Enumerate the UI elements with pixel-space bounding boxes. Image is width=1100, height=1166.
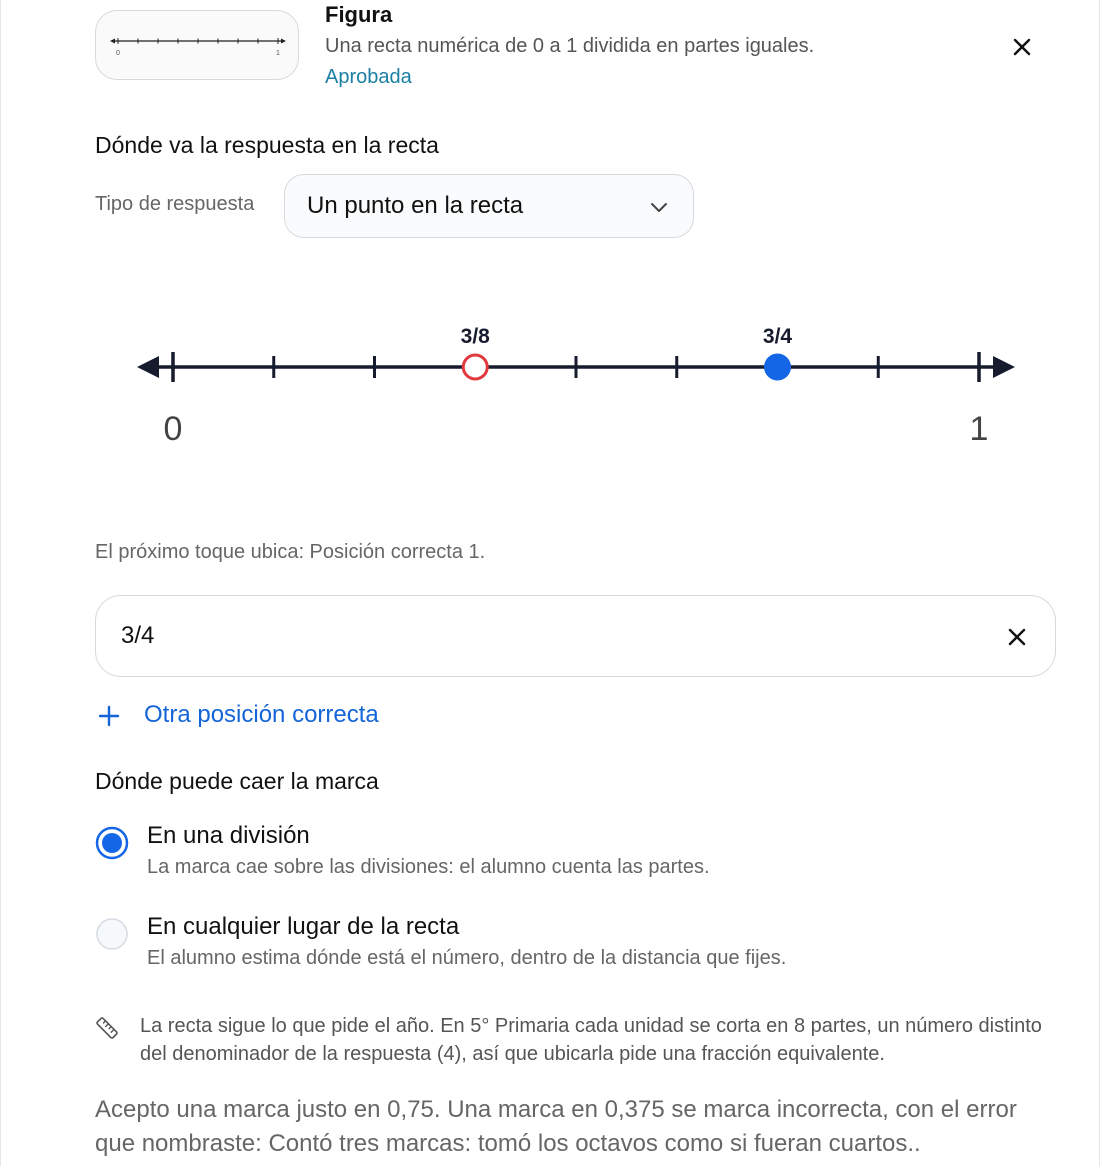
correct-position-input[interactable] (121, 618, 941, 654)
radio-unselected-icon (95, 917, 129, 951)
grade-note-text: La recta sigue lo que pide el año. En 5° Primaria cada unidad se corta en 8 partes, un número distinto del denominador de la respuesta (4), así que ubicarla pide una fracción equivalente. (140, 1015, 1042, 1065)
radio-selected-icon (95, 826, 129, 860)
marker-label: 3/8 (460, 325, 490, 348)
thumb-label-end: 1 (276, 50, 280, 57)
ruler-icon (95, 1016, 119, 1040)
radio-option-title: En cualquier lugar de la recta (147, 913, 460, 940)
mark-section-title: Dónde puede caer la marca (95, 768, 379, 794)
number-line[interactable] (1, 300, 1100, 470)
correct-marker[interactable] (764, 354, 791, 381)
next-tap-info: El próximo toque ubica: Posición correcta 1. (95, 541, 486, 563)
figure-status: Aprobada (325, 66, 412, 88)
figure-description: Una recta numérica de 0 a 1 dividida en partes iguales. (325, 35, 815, 57)
thumb-label-start: 0 (116, 50, 120, 57)
number-line-thumbnail-icon (96, 11, 300, 81)
number-line-start-label: 0 (163, 410, 183, 448)
incorrect-marker[interactable] (463, 355, 487, 379)
acceptance-summary: Acepto una marca justo en 0,75. Una marca en 0,375 se marca incorrecta, con el error que nombraste: Contó tres marcas: tomó los octavos como si fueran cuartos.. (95, 1096, 1017, 1157)
radio-option-subtitle: El alumno estima dónde está el número, dentro de la distancia que fijes. (147, 947, 787, 969)
close-icon (1009, 34, 1035, 60)
figure-close-button[interactable] (1009, 34, 1035, 60)
marker-label: 3/4 (762, 325, 793, 348)
figure-thumbnail[interactable] (95, 10, 299, 80)
answer-type-select[interactable] (284, 174, 694, 238)
number-line-end-label: 1 (969, 410, 989, 448)
correct-position-field (95, 595, 1056, 677)
add-position-label: Otra posición correcta (144, 701, 379, 728)
clear-position-button[interactable] (1004, 624, 1030, 650)
chevron-down-icon (649, 197, 669, 217)
radio-option-division[interactable] (95, 822, 995, 896)
radio-option-anywhere[interactable] (95, 913, 995, 987)
answer-type-label: Tipo de respuesta (95, 193, 255, 215)
figure-title: Figura (325, 2, 393, 27)
radio-option-subtitle: La marca cae sobre las divisiones: el alumno cuenta las partes. (147, 856, 710, 878)
arrow-left-icon (137, 356, 159, 378)
plus-icon (97, 704, 121, 728)
answer-type-value: Un punto en la recta (307, 192, 524, 219)
radio-option-title: En una división (147, 822, 310, 849)
close-icon (1004, 624, 1030, 650)
arrow-right-icon (993, 356, 1015, 378)
answer-section-title: Dónde va la respuesta en la recta (95, 132, 439, 158)
